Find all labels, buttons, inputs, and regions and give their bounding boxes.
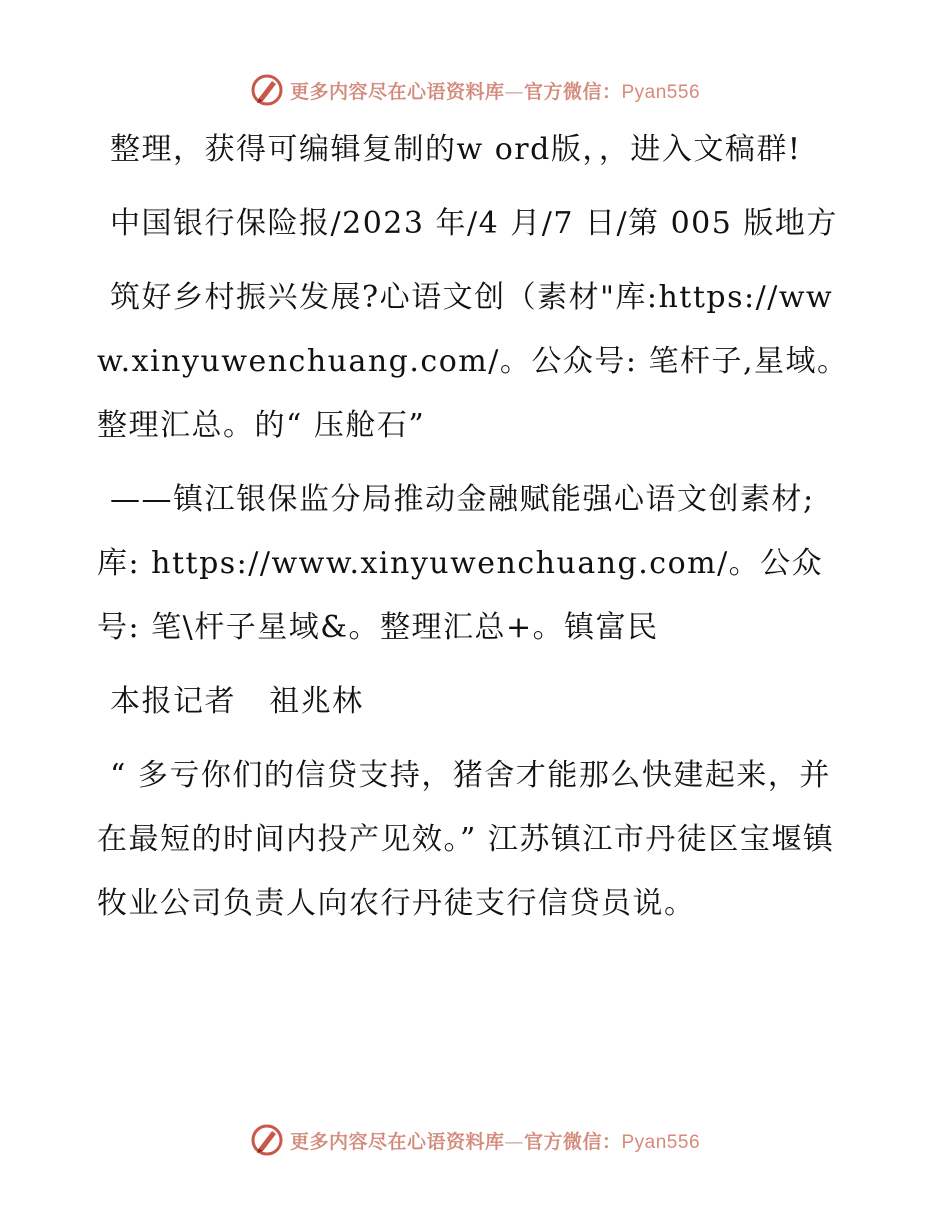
paragraph-1: 整理，获得可编辑复制的w ord版，，进入文稿群! (110, 132, 802, 167)
watermark-text (290, 1127, 700, 1154)
watermark-separator: — (504, 1130, 524, 1153)
watermark-official: 官方微信： (523, 1130, 622, 1153)
paragraph-5: 本报记者 祖兆林 (110, 684, 364, 719)
footer-watermark (0, 1120, 950, 1160)
document-body (97, 118, 857, 946)
paragraph-3: 筑好乡村振兴发展?心语文创（素材"库:https://www.xinyuwenchuang.com/。公众号: 笔杆子,星域。整理汇总。的“ 压舱石” (97, 280, 849, 443)
header-watermark (0, 70, 950, 110)
watermark-cn: 更多内容尽在心语资料库 (289, 1130, 505, 1153)
watermark-id: Pyan556 (621, 81, 701, 103)
pen-logo-icon (250, 1123, 284, 1157)
watermark-separator: — (504, 80, 524, 103)
paragraph-4: ——镇江银保监分局推动金融赋能强心语文创素材;库: https://www.xinyuwenchuang.com/。公众号: 笔\杆子星域&。整理汇总+。镇富民 (97, 482, 824, 645)
watermark-id: Pyan556 (621, 1131, 701, 1153)
paragraph-2: 中国银行保险报/2023 年/4 月/7 日/第 005 版地方 (110, 206, 838, 241)
watermark-text (290, 77, 700, 104)
paragraph-6: “ 多亏你们的信贷支持，猪舍才能那么快建起来，并在最短的时间内投产见效。” 江苏镇江市丹徒区宝堰镇牧业公司负责人向农行丹徒支行信贷员说。 (97, 758, 835, 921)
watermark-official: 官方微信： (523, 80, 622, 103)
pen-logo-icon (250, 73, 284, 107)
watermark-cn: 更多内容尽在心语资料库 (289, 80, 505, 103)
